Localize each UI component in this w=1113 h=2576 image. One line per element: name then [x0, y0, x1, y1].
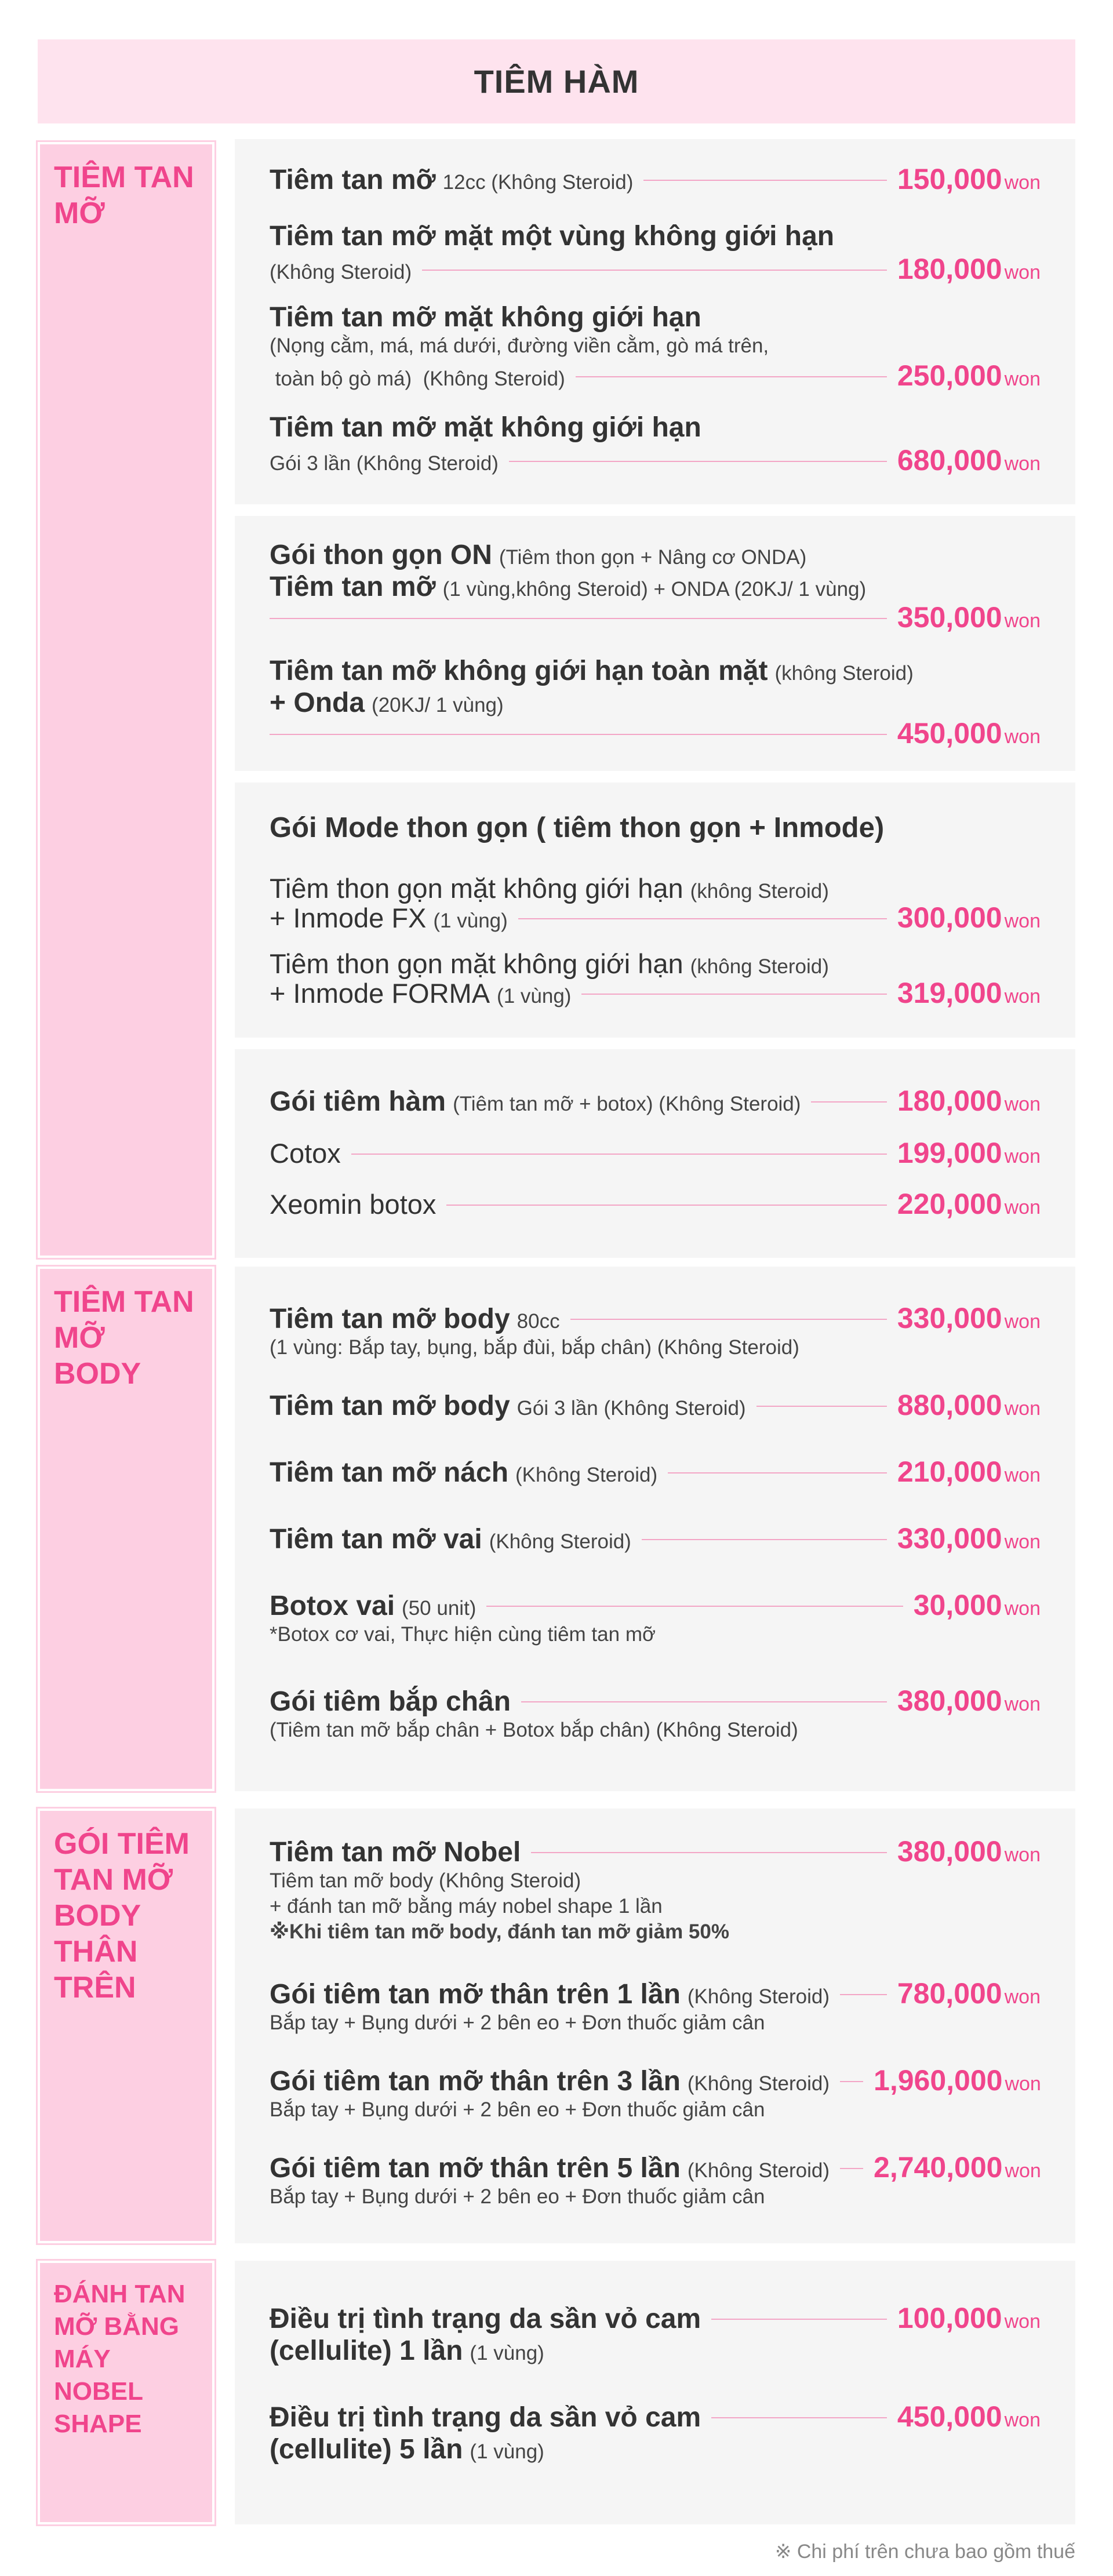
price-row — [270, 1977, 1041, 2036]
item-price: 210,000 — [897, 1456, 1002, 1488]
leader-line — [576, 376, 887, 377]
item-note: (không Steroid) — [690, 955, 829, 978]
currency-unit: won — [1004, 368, 1041, 390]
leader-line — [521, 1701, 887, 1702]
item-sub: Bắp tay + Bụng dưới + 2 bên eo + Đơn thuốc giảm cân — [270, 2185, 765, 2208]
item-title: Gói tiêm tan mỡ thân trên 5 lần — [270, 2153, 681, 2184]
currency-unit: won — [1004, 1398, 1041, 1420]
leader-line — [840, 2168, 863, 2169]
price-row — [270, 1084, 1041, 1118]
item-title: Botox vai — [270, 1591, 395, 1621]
currency-unit: won — [1004, 2311, 1041, 2333]
price-row — [270, 655, 1041, 750]
section-label-text: TIÊM TAN MỠ BODY — [54, 1285, 194, 1391]
item-price: 100,000 — [897, 2302, 1002, 2334]
item-note: (không Steroid) — [690, 880, 829, 903]
item-note: (Tiêm thon gọn + Nâng cơ ONDA) — [499, 546, 807, 569]
currency-unit: won — [1004, 1844, 1041, 1866]
item-note: (Không Steroid) — [687, 1985, 830, 2008]
item-title: Cotox — [270, 1138, 341, 1169]
price-row — [270, 1388, 1041, 1422]
price-row — [270, 1187, 1041, 1221]
item-price: 350,000 — [897, 601, 1002, 634]
price-row — [270, 220, 1041, 286]
item-sub: toàn bộ gò má) (Không Steroid) — [270, 368, 565, 390]
item-sub-highlight: ※Khi tiêm tan mỡ body, đánh tan mỡ giảm 50% — [270, 1920, 729, 1943]
section-label-tiem-tan-mo — [38, 142, 214, 1258]
price-row — [270, 1301, 1041, 1360]
price-row — [270, 1588, 1041, 1647]
leader-line — [351, 1154, 887, 1155]
item-title: Tiêm tan mỡ — [270, 165, 436, 195]
item-title: + Inmode FORMA — [270, 978, 490, 1009]
item-price: 380,000 — [897, 1835, 1002, 1868]
currency-unit: won — [1004, 1311, 1041, 1333]
currency-unit: won — [1005, 2160, 1041, 2182]
leader-line — [756, 1406, 887, 1407]
item-title: (cellulite) 1 lần — [270, 2335, 463, 2366]
item-sub: (Không Steroid) — [270, 261, 412, 283]
price-row — [270, 412, 1041, 477]
item-note: (Không Steroid) — [687, 2159, 830, 2182]
price-row — [270, 1136, 1041, 1170]
item-note: (Không Steroid) — [489, 1530, 631, 1553]
currency-unit: won — [1004, 453, 1041, 475]
price-card-face-fat — [235, 139, 1075, 504]
item-title: Tiêm tan mỡ không giới hạn toàn mặt — [270, 656, 768, 686]
leader-line — [643, 180, 886, 181]
price-card-nobel-shape — [235, 2261, 1075, 2524]
item-title: Tiêm tan mỡ Nobel — [270, 1837, 521, 1868]
item-price: 1,960,000 — [874, 2064, 1003, 2097]
leader-line — [840, 2081, 863, 2082]
currency-unit: won — [1004, 172, 1041, 194]
item-title: (cellulite) 5 lần — [270, 2434, 463, 2465]
item-title: Tiêm thon gọn mặt không giới hạn — [270, 873, 683, 904]
item-title: Điều trị tình trạng da sần vỏ cam — [270, 2304, 701, 2334]
item-title: Điều trị tình trạng da sần vỏ cam — [270, 2402, 701, 2433]
item-title: Tiêm tan mỡ mặt không giới hạn — [270, 412, 701, 443]
price-row — [270, 1684, 1041, 1743]
leader-line — [531, 1852, 887, 1853]
section-label-nobel-shape — [38, 2261, 214, 2524]
item-price: 330,000 — [897, 1302, 1002, 1334]
price-card-jaw-package — [235, 1049, 1075, 1258]
currency-unit: won — [1004, 2409, 1041, 2431]
item-note: (Không Steroid) — [687, 2072, 830, 2095]
leader-line — [711, 2319, 887, 2320]
item-price: 780,000 — [897, 1977, 1002, 2010]
currency-unit: won — [1004, 726, 1041, 748]
leader-line — [446, 1205, 886, 1206]
price-card-upper-body — [235, 1809, 1075, 2243]
price-row — [270, 1455, 1041, 1489]
leader-line — [711, 2417, 887, 2418]
item-sub: Bắp tay + Bụng dưới + 2 bên eo + Đơn thuốc giảm cân — [270, 2098, 765, 2121]
section-label-text: GÓI TIÊM TAN MỠ BODY THÂN TRÊN — [54, 1827, 190, 2004]
item-note: (20KJ/ 1 vùng) — [372, 694, 504, 716]
item-title: + Onda — [270, 687, 365, 718]
price-row — [270, 301, 1041, 392]
item-price: 2,740,000 — [874, 2151, 1003, 2184]
leader-line — [668, 1472, 887, 1473]
item-price: 450,000 — [897, 2400, 1002, 2433]
item-price: 680,000 — [897, 444, 1002, 476]
item-title: Gói tiêm tan mỡ thân trên 3 lần — [270, 2066, 681, 2097]
item-price: 199,000 — [897, 1137, 1002, 1169]
item-note: (50 unit) — [402, 1597, 477, 1620]
item-title: Tiêm tan mỡ nách — [270, 1457, 509, 1488]
currency-unit: won — [1004, 1598, 1041, 1620]
currency-unit: won — [1005, 2073, 1041, 2095]
item-title: Tiêm thon gọn mặt không giới hạn — [270, 948, 683, 979]
item-title: Gói tiêm hàm — [270, 1086, 446, 1117]
price-row — [270, 948, 1041, 1010]
item-note: 80cc — [517, 1310, 560, 1333]
price-row — [270, 872, 1041, 934]
leader-line — [642, 1539, 887, 1540]
item-price: 180,000 — [897, 253, 1002, 285]
item-price: 330,000 — [897, 1522, 1002, 1555]
currency-unit: won — [1004, 261, 1041, 283]
item-title: Tiêm tan mỡ vai — [270, 1524, 482, 1555]
item-sub: Bắp tay + Bụng dưới + 2 bên eo + Đơn thuốc giảm cân — [270, 2011, 765, 2034]
item-sub: Tiêm tan mỡ body (Không Steroid) — [270, 1869, 581, 1892]
leader-line — [570, 1319, 887, 1320]
item-note: (Không Steroid) — [515, 1464, 658, 1486]
item-title: + Inmode FX — [270, 903, 427, 933]
price-card-on-package — [235, 516, 1075, 771]
item-price: 250,000 — [897, 359, 1002, 392]
item-price: 180,000 — [897, 1085, 1002, 1117]
item-title: Xeomin botox — [270, 1189, 437, 1220]
item-sub: Gói 3 lần (Không Steroid) — [270, 452, 499, 475]
item-title: Gói thon gọn ON — [270, 540, 492, 570]
item-title: Gói tiêm tan mỡ thân trên 1 lần — [270, 1979, 681, 2010]
item-title: Tiêm tan mỡ body — [270, 1304, 510, 1334]
currency-unit: won — [1004, 1464, 1041, 1486]
price-row — [270, 2151, 1041, 2210]
item-note: (không Steroid) — [774, 662, 914, 685]
currency-unit: won — [1004, 1093, 1041, 1115]
price-row — [270, 1835, 1041, 1945]
item-sub: (Tiêm tan mỡ bắp chân + Botox bắp chân) (Không Steroid) — [270, 1719, 798, 1741]
leader-line — [422, 270, 887, 271]
currency-unit: won — [1004, 985, 1041, 1007]
item-title: Tiêm tan mỡ mặt một vùng không giới hạn — [270, 221, 835, 252]
item-price: 450,000 — [897, 717, 1002, 749]
item-price: 380,000 — [897, 1684, 1002, 1717]
item-title: Tiêm tan mỡ body — [270, 1391, 510, 1421]
item-sub: *Botox cơ vai, Thực hiện cùng tiêm tan mỡ — [270, 1623, 656, 1646]
item-title: Tiêm tan mỡ — [270, 572, 436, 602]
item-note: (1 vùng,không Steroid) + ONDA (20KJ/ 1 vùng) — [442, 578, 867, 601]
item-price: 150,000 — [897, 163, 1002, 195]
item-price: 319,000 — [897, 977, 1002, 1009]
item-note: Gói 3 lần (Không Steroid) — [517, 1397, 746, 1420]
currency-unit: won — [1004, 910, 1041, 932]
card-heading: Gói Mode thon gọn ( tiêm thon gọn + Inmode) — [270, 812, 885, 843]
currency-unit: won — [1004, 1145, 1041, 1167]
tax-footnote: ※ Chi phí trên chưa bao gồm thuế — [774, 2541, 1075, 2563]
section-label-text: TIÊM TAN MỠ — [54, 161, 194, 230]
currency-unit: won — [1004, 610, 1041, 632]
item-note: (1 vùng) — [497, 985, 572, 1007]
price-row — [270, 539, 1041, 634]
price-row — [270, 162, 1041, 196]
section-label-goi-tiem-than-tren — [38, 1809, 214, 2243]
leader-line — [840, 1994, 887, 1995]
price-row — [270, 2400, 1041, 2465]
item-note: 12cc (Không Steroid) — [442, 171, 634, 194]
page-header — [38, 39, 1075, 123]
currency-unit: won — [1004, 1196, 1041, 1218]
item-sub: (1 vùng: Bắp tay, bụng, bắp đùi, bắp chân) (Không Steroid) — [270, 1336, 799, 1359]
leader-line — [581, 994, 886, 995]
page-title: TIÊM HÀM — [474, 63, 639, 100]
item-note: (1 vùng) — [433, 909, 508, 932]
item-title: Tiêm tan mỡ mặt không giới hạn — [270, 302, 701, 333]
currency-unit: won — [1004, 1531, 1041, 1553]
leader-line — [509, 461, 887, 462]
leader-line — [518, 918, 887, 919]
leader-line — [811, 1101, 886, 1103]
item-sub: (Nọng cằm, má, má dưới, đường viền cằm, gò má trên, — [270, 334, 769, 357]
item-note: (1 vùng) — [470, 2440, 544, 2463]
item-note: (1 vùng) — [470, 2342, 544, 2364]
section-label-text: ĐÁNH TAN MỠ BẰNG MÁY NOBEL SHAPE — [54, 2280, 186, 2438]
item-title: Gói tiêm bắp chân — [270, 1686, 511, 1717]
item-note: (Tiêm tan mỡ + botox) (Không Steroid) — [453, 1093, 801, 1115]
price-row — [270, 2301, 1041, 2367]
leader-line — [270, 734, 887, 735]
item-sub: + đánh tan mỡ bằng máy nobel shape 1 lần — [270, 1895, 663, 1918]
leader-line — [270, 618, 887, 619]
item-price: 30,000 — [913, 1589, 1002, 1621]
currency-unit: won — [1004, 1986, 1041, 2008]
item-price: 220,000 — [897, 1188, 1002, 1220]
item-price: 880,000 — [897, 1389, 1002, 1421]
price-row — [270, 2064, 1041, 2123]
currency-unit: won — [1004, 1693, 1041, 1715]
item-price: 300,000 — [897, 901, 1002, 934]
price-row — [270, 1522, 1041, 1555]
section-label-tiem-tan-mo-body — [38, 1267, 214, 1791]
price-card-body-fat — [235, 1267, 1075, 1791]
price-card-inmode — [235, 783, 1075, 1038]
leader-line — [486, 1606, 903, 1607]
